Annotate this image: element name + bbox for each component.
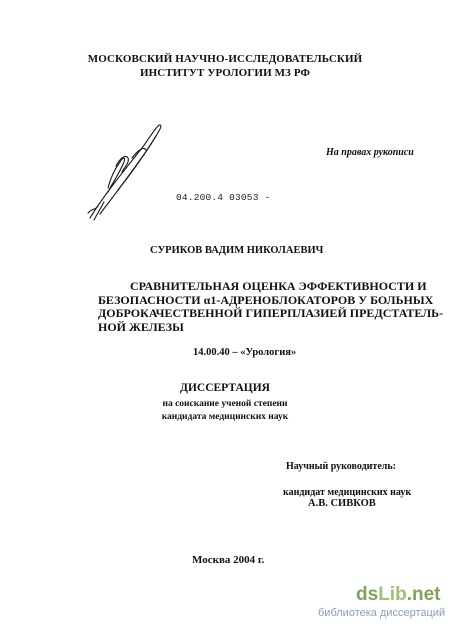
title-line-4: НОЙ ЖЕЛЕЗЫ (98, 319, 184, 334)
advisor-label: Научный руководитель: (286, 461, 396, 472)
watermark-logo-ds: ds (356, 584, 379, 605)
degree-purpose-line-2: кандидата медицинских наук (161, 412, 289, 422)
manuscript-rights-note: На правах рукописи (326, 147, 414, 158)
author-name: СУРИКОВ ВАДИМ НИКОЛАЕВИЧ (150, 245, 324, 256)
watermark-logo-tld: .net (406, 584, 441, 605)
degree-purpose-line-1: на соискание ученой степени (162, 399, 288, 409)
institution-line-2: ИНСТИТУТ УРОЛОГИИ МЗ РФ (139, 67, 310, 79)
advisor-degree: кандидат медицинских наук (283, 487, 412, 498)
watermark-subtitle: библиотека диссертаций (318, 607, 446, 619)
city-year: Москва 2004 г. (192, 554, 265, 566)
specialty-code: 14.00.40 – «Урология» (193, 347, 297, 358)
dissertation-title (98, 279, 444, 334)
registration-stamp-number: 04.200.4 03053 - (176, 192, 271, 203)
institution-line-1: МОСКОВСКИЙ НАУЧНО-ИССЛЕДОВАТЕЛЬСКИЙ (87, 53, 363, 65)
handwritten-signature (82, 118, 182, 223)
institution-header (0, 52, 450, 80)
watermark-logo[interactable] (356, 584, 440, 606)
title-line-3: ДОБРОКАЧЕСТВЕННОЙ ГИПЕРПЛАЗИЕЙ ПРЕДСТАТЕЛЬ- (98, 306, 444, 320)
title-line-2: БЕЗОПАСНОСТИ α1-АДРЕНОБЛОКАТОРОВ У БОЛЬНЫХ (98, 292, 434, 307)
watermark-logo-lib: Lib (378, 584, 407, 605)
dissertation-heading: ДИССЕРТАЦИЯ (180, 382, 270, 394)
title-line-1: СРАВНИТЕЛЬНАЯ ОЦЕНКА ЭФФЕКТИВНОСТИ И (130, 279, 427, 293)
advisor-name: А.В. СИВКОВ (308, 498, 376, 509)
